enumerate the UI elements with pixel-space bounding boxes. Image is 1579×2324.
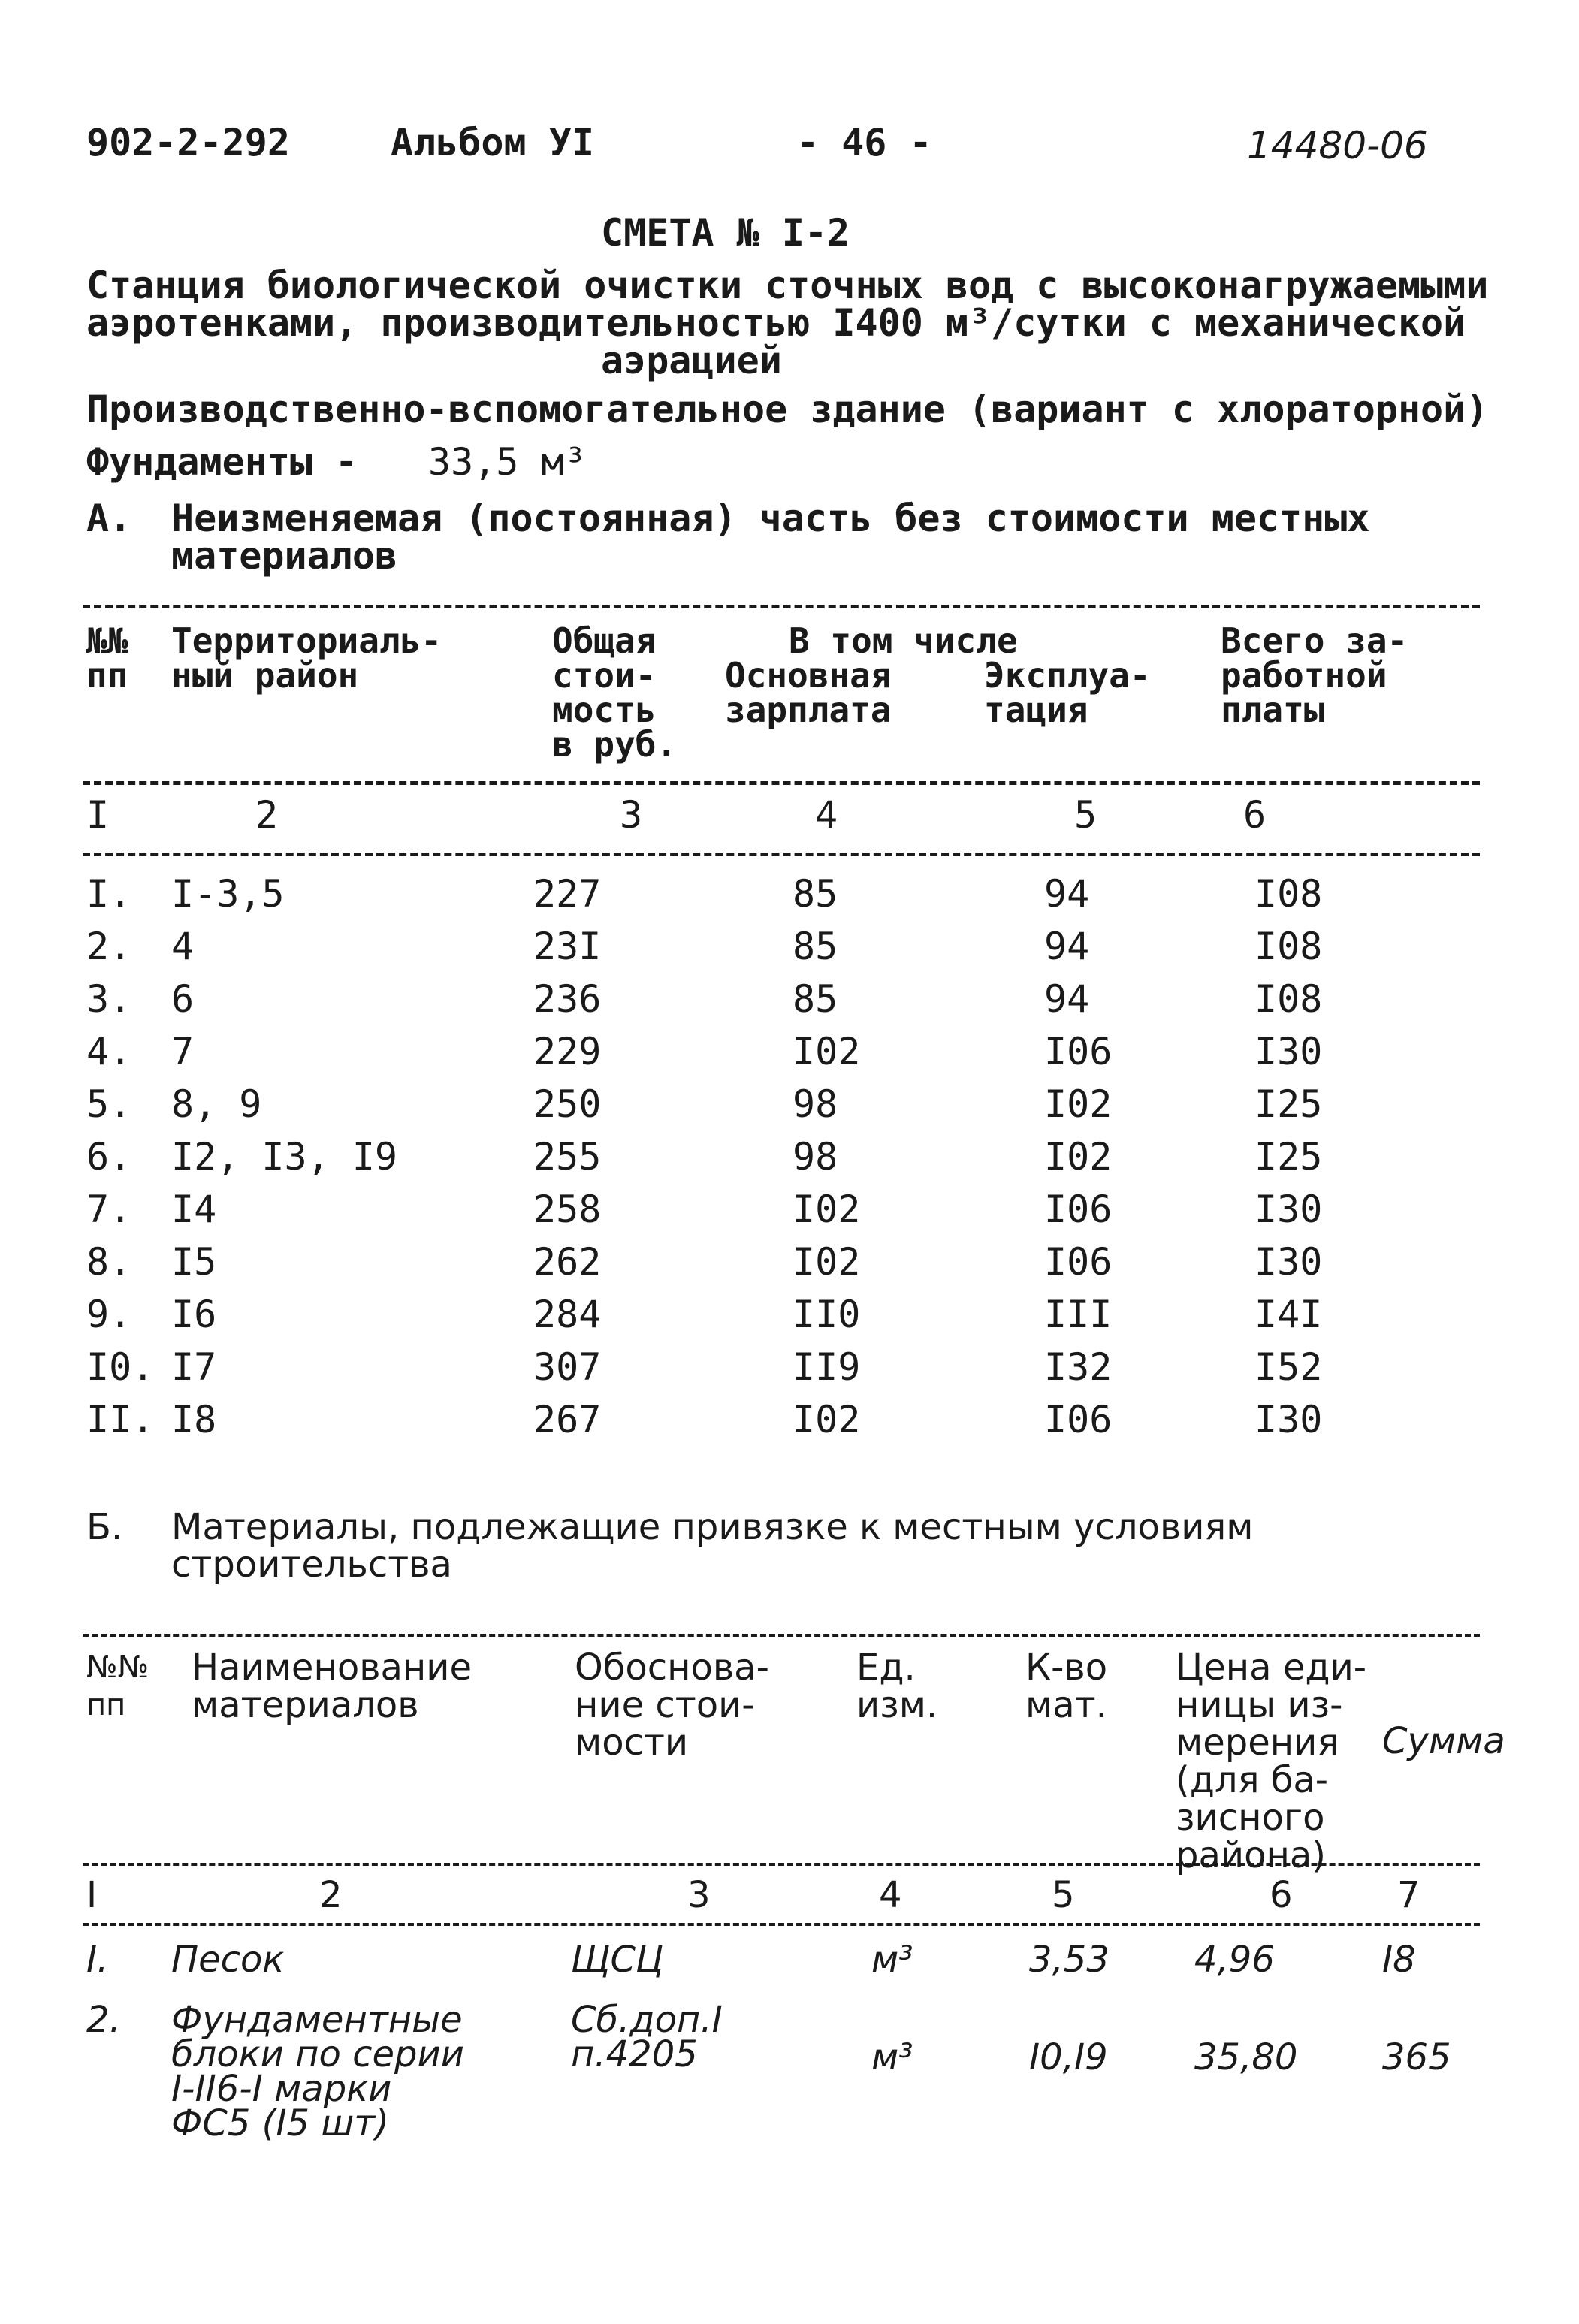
table-b-cell-qty: 3,53 xyxy=(1029,1939,1110,1981)
table-a-cell-total: 307 xyxy=(533,1345,602,1389)
section-a-title-1: Неизменяемая (постоянная) часть без стоимости местных xyxy=(171,496,1370,540)
b-col-number: 2 xyxy=(319,1874,343,1916)
table-a-cell-base: 85 xyxy=(793,872,838,916)
table-a-cell-total: 229 xyxy=(533,1030,602,1073)
doc-code: 902-2-292 xyxy=(86,121,290,164)
table-a-cell-exp: III xyxy=(1044,1293,1113,1336)
table-b-cell-name: ФС5 (I5 шт) xyxy=(171,2102,389,2144)
table-a-cell-base: I02 xyxy=(793,1240,861,1284)
b-col-qty-header: К-во мат. xyxy=(1025,1646,1108,1726)
b-col-num-header: №№ пп xyxy=(86,1650,149,1722)
table-a-cell-exp: I06 xyxy=(1044,1398,1113,1441)
table-b-cell-name: Песок xyxy=(171,1939,285,1981)
table-a-cell-n: 5. xyxy=(86,1082,132,1126)
table-b-cell-price: 4,96 xyxy=(1194,1939,1275,1981)
table-a-cell-wage: I30 xyxy=(1254,1188,1323,1231)
col-num-header: №№ пп xyxy=(86,620,128,696)
table-a-cell-total: 250 xyxy=(533,1082,602,1126)
table-a-cell-base: I02 xyxy=(793,1188,861,1231)
subtitle-line-3: аэрацией xyxy=(601,339,782,382)
table-b-cell-n: 2. xyxy=(86,1999,121,2041)
table-a-cell-exp: I06 xyxy=(1044,1240,1113,1284)
foundation-label: Фундаменты - xyxy=(86,440,358,484)
table-a-cell-region: I7 xyxy=(171,1345,217,1389)
table-a-cell-base: 98 xyxy=(793,1082,838,1126)
table-a-cell-total: 255 xyxy=(533,1135,602,1179)
table-a-cell-total: 236 xyxy=(533,977,602,1021)
b-col-number: 4 xyxy=(879,1874,902,1916)
b-col-sum-header: Сумма xyxy=(1382,1720,1505,1762)
table-a-cell-exp: I32 xyxy=(1044,1345,1113,1389)
table-a-cell-base: I02 xyxy=(793,1398,861,1441)
col-wage-header: Всего за- работной платы xyxy=(1221,620,1408,730)
table-b-cell-name: Фундаментные xyxy=(171,1999,463,2041)
building-name: Производственно-вспомогательное здание (вариант с хлораторной) xyxy=(86,388,1489,431)
table-a-cell-wage: I4I xyxy=(1254,1293,1323,1336)
table-b-cell-price: 35,80 xyxy=(1194,2036,1298,2078)
table-a-cell-n: I. xyxy=(86,872,132,916)
table-a-cell-n: II. xyxy=(86,1398,155,1441)
table-a-cell-base: 85 xyxy=(793,925,838,968)
table-a-cell-base: 98 xyxy=(793,1135,838,1179)
table-a-top-rule xyxy=(83,605,1480,608)
section-a-title-2: материалов xyxy=(171,534,398,578)
section-a-letter: А. xyxy=(86,496,132,540)
table-a-cell-n: 4. xyxy=(86,1030,132,1073)
table-a-cell-region: 8, 9 xyxy=(171,1082,262,1126)
table-a-cell-exp: I02 xyxy=(1044,1082,1113,1126)
table-a-cell-wage: I30 xyxy=(1254,1240,1323,1284)
b-col-unit-header: Ед. изм. xyxy=(856,1646,938,1726)
col-number: 4 xyxy=(815,793,838,837)
table-a-number-rule xyxy=(83,853,1480,856)
table-a-cell-total: 284 xyxy=(533,1293,602,1336)
table-a-cell-total: 227 xyxy=(533,872,602,916)
table-a-cell-region: I-3,5 xyxy=(171,872,285,916)
table-a-cell-wage: I08 xyxy=(1254,872,1323,916)
col-base-header: Основная зарплата xyxy=(725,655,892,730)
col-number: 3 xyxy=(620,793,643,837)
col-number: I xyxy=(86,793,110,837)
foundation-value: 33,5 м³ xyxy=(428,440,587,484)
b-col-number: 5 xyxy=(1052,1874,1075,1916)
section-b-letter: Б. xyxy=(86,1506,123,1548)
table-a-cell-wage: I30 xyxy=(1254,1398,1323,1441)
table-a-cell-wage: I25 xyxy=(1254,1082,1323,1126)
table-a-cell-n: 2. xyxy=(86,925,132,968)
table-a-cell-exp: 94 xyxy=(1044,977,1090,1021)
table-a-cell-exp: 94 xyxy=(1044,925,1090,968)
table-a-cell-region: I6 xyxy=(171,1293,217,1336)
table-a-cell-n: 6. xyxy=(86,1135,132,1179)
table-a-cell-base: I02 xyxy=(793,1030,861,1073)
table-a-cell-n: 9. xyxy=(86,1293,132,1336)
table-a-header-rule xyxy=(83,781,1480,785)
table-a-cell-region: I8 xyxy=(171,1398,217,1441)
table-a-cell-total: 262 xyxy=(533,1240,602,1284)
table-a-cell-exp: I02 xyxy=(1044,1135,1113,1179)
table-a-cell-region: 4 xyxy=(171,925,195,968)
table-b-cell-unit: м³ xyxy=(871,2036,913,2078)
b-col-number: I xyxy=(86,1874,98,1916)
table-a-cell-wage: I30 xyxy=(1254,1030,1323,1073)
table-b-top-rule xyxy=(83,1634,1480,1637)
table-a-cell-base: II0 xyxy=(793,1293,861,1336)
table-a-cell-base: II9 xyxy=(793,1345,861,1389)
table-a-cell-region: 6 xyxy=(171,977,195,1021)
table-b-number-rule xyxy=(83,1923,1480,1926)
table-a-cell-region: 7 xyxy=(171,1030,195,1073)
table-a-cell-total: 267 xyxy=(533,1398,602,1441)
table-a-cell-exp: I06 xyxy=(1044,1188,1113,1231)
table-a-cell-exp: I06 xyxy=(1044,1030,1113,1073)
b-col-number: 3 xyxy=(687,1874,711,1916)
table-a-cell-wage: I08 xyxy=(1254,977,1323,1021)
table-b-cell-basis: Сб.доп.I xyxy=(571,1999,723,2041)
estimate-title: СМЕТА № I-2 xyxy=(601,211,850,255)
col-incl-header: В том числе xyxy=(789,620,1018,661)
table-a-cell-region: I2, I3, I9 xyxy=(171,1135,398,1179)
b-col-number: 7 xyxy=(1397,1874,1420,1916)
table-a-cell-base: 85 xyxy=(793,977,838,1021)
table-a-cell-exp: 94 xyxy=(1044,872,1090,916)
subtitle-line-1: Станция биологической очистки сточных вод с высоконагружаемыми xyxy=(86,264,1489,307)
page-number: - 46 - xyxy=(796,121,932,164)
table-a-cell-region: I4 xyxy=(171,1188,217,1231)
table-a-cell-total: 23I xyxy=(533,925,602,968)
table-b-cell-qty: I0,I9 xyxy=(1029,2036,1108,2078)
table-b-cell-name: блоки по серии xyxy=(171,2033,464,2075)
table-b-cell-sum: I8 xyxy=(1382,1939,1416,1981)
table-a-cell-wage: I08 xyxy=(1254,925,1323,968)
col-exp-header: Эксплуа- тация xyxy=(984,655,1151,730)
table-b-cell-n: I. xyxy=(86,1939,109,1981)
b-col-name-header: Наименование материалов xyxy=(192,1646,472,1726)
section-b-title-1: Материалы, подлежащие привязке к местным условиям xyxy=(171,1506,1254,1548)
inventory-number: 14480-06 xyxy=(1247,124,1428,168)
col-region-header: Территориаль- ный район xyxy=(171,620,442,696)
b-col-price-header: Цена еди- ницы из- мерения (для ба- зисного района) xyxy=(1176,1646,1367,1876)
table-b-cell-name: I-II6-I марки xyxy=(171,2068,392,2110)
table-b-cell-basis: п.4205 xyxy=(571,2033,698,2075)
col-total-header: Общая стои- мость в руб. xyxy=(552,620,678,765)
table-a-cell-total: 258 xyxy=(533,1188,602,1231)
section-b-title-2: строительства xyxy=(171,1544,452,1586)
table-b-cell-sum: 365 xyxy=(1382,2036,1451,2078)
table-a-cell-wage: I25 xyxy=(1254,1135,1323,1179)
table-a-cell-n: 7. xyxy=(86,1188,132,1231)
col-number: 6 xyxy=(1243,793,1267,837)
album-label: Альбом УI xyxy=(391,121,594,164)
table-a-cell-region: I5 xyxy=(171,1240,217,1284)
subtitle-line-2: аэротенками, производительностью I400 м³/сутки с механической xyxy=(86,301,1466,345)
table-a-cell-n: I0. xyxy=(86,1345,155,1389)
b-col-basis-header: Обоснова- ние стои- мости xyxy=(575,1646,769,1764)
table-b-cell-unit: м³ xyxy=(871,1939,913,1981)
table-a-cell-wage: I52 xyxy=(1254,1345,1323,1389)
col-number: 2 xyxy=(255,793,279,837)
col-number: 5 xyxy=(1074,793,1097,837)
table-b-cell-basis: ЩСЦ xyxy=(571,1939,664,1981)
table-a-cell-n: 8. xyxy=(86,1240,132,1284)
b-col-number: 6 xyxy=(1270,1874,1293,1916)
table-b-header-rule xyxy=(83,1863,1480,1866)
table-a-cell-n: 3. xyxy=(86,977,132,1021)
